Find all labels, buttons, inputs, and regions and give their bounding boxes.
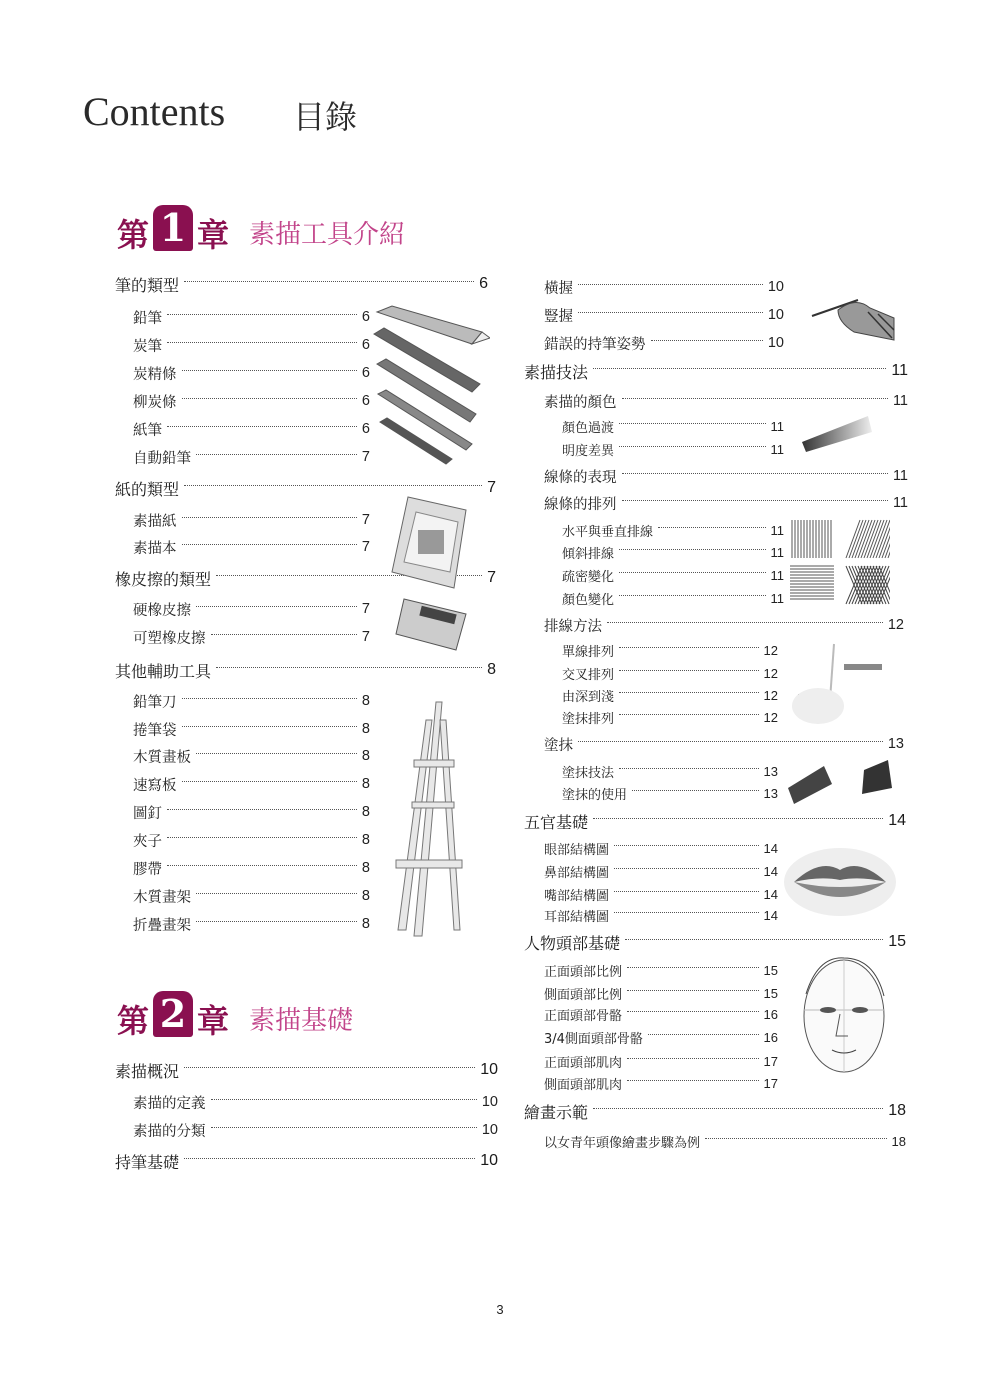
toc-entry	[562, 760, 778, 782]
toc-entry	[133, 857, 370, 879]
toc-page-number: 13	[887, 736, 904, 752]
toc-label: 塗抹技法	[562, 765, 615, 781]
toc-page-number: 8	[361, 888, 370, 904]
toc-label: 以女青年頭像繪畫步驟為例	[544, 1135, 701, 1151]
toc-label: 耳部結構圖	[544, 909, 610, 925]
dot-leader	[619, 768, 759, 769]
toc-entry	[544, 982, 778, 1004]
toc-page-number: 8	[361, 721, 370, 737]
toc-page-number: 14	[763, 840, 778, 856]
toc-page-number: 6	[361, 337, 370, 353]
toc-label: 顏色變化	[562, 592, 615, 608]
toc-label: 可塑橡皮擦	[133, 630, 206, 647]
toc-entry	[562, 782, 778, 804]
dot-leader	[593, 818, 883, 819]
toc-page-number: 16	[763, 1029, 778, 1045]
toc-entry	[544, 1130, 906, 1152]
toc-section	[524, 360, 908, 382]
toc-label: 素描技法	[524, 362, 589, 382]
dot-leader	[619, 595, 765, 596]
toc-page-number: 13	[763, 763, 778, 779]
easel-illustration	[386, 700, 466, 940]
toc-entry	[133, 509, 370, 531]
dot-leader	[167, 314, 357, 315]
dot-leader	[658, 527, 765, 528]
dot-leader	[619, 714, 759, 715]
toc-label: 疏密變化	[562, 569, 615, 585]
toc-page-number: 8	[361, 776, 370, 792]
toc-page-number: 7	[361, 449, 370, 465]
toc-label: 正面頭部比例	[544, 964, 623, 980]
toc-page-number: 7	[487, 569, 496, 586]
contents-title-en: Contents	[83, 89, 226, 134]
toc-entry	[133, 362, 370, 384]
toc-section	[524, 810, 906, 832]
dot-leader	[627, 1011, 759, 1012]
toc-entry	[133, 536, 370, 558]
dot-leader	[619, 446, 765, 447]
toc-label: 明度差異	[562, 443, 615, 459]
toc-page-number: 8	[361, 832, 370, 848]
toc-page-number: 6	[361, 421, 370, 437]
toc-label: 素描本	[133, 540, 177, 557]
toc-label: 線條的表現	[544, 469, 617, 486]
toc-page-number: 13	[763, 785, 778, 801]
toc-page-number: 10	[767, 279, 784, 295]
toc-label: 自動鉛筆	[133, 450, 191, 467]
dot-leader	[619, 670, 759, 671]
toc-label: 素描紙	[133, 513, 177, 530]
dot-leader	[607, 622, 883, 623]
toc-entry	[133, 885, 370, 907]
toc-entry	[562, 662, 778, 684]
toc-entry	[133, 334, 370, 356]
dot-leader	[619, 647, 759, 648]
toc-entry	[133, 745, 370, 767]
sketch-paper-pack-illustration	[388, 492, 473, 590]
toc-page-number: 12	[763, 687, 778, 703]
stroke-methods-illustration	[788, 640, 888, 728]
toc-entry	[544, 332, 784, 354]
toc-page-number: 6	[361, 365, 370, 381]
dot-leader	[196, 921, 357, 922]
dot-leader	[167, 837, 357, 838]
toc-entry	[133, 773, 370, 795]
toc-label: 傾斜排線	[562, 546, 615, 562]
toc-label: 硬橡皮擦	[133, 602, 191, 619]
dot-leader	[705, 1138, 887, 1139]
toc-entry	[544, 1072, 778, 1094]
toc-entry	[133, 801, 370, 823]
toc-page-number: 17	[763, 1053, 778, 1069]
toc-label: 其他輔助工具	[115, 661, 212, 681]
dot-leader	[211, 1127, 477, 1128]
dot-leader	[184, 1158, 475, 1159]
toc-entry	[133, 913, 370, 935]
dot-leader	[632, 790, 759, 791]
dot-leader	[625, 939, 883, 940]
dot-leader	[622, 473, 888, 474]
toc-entry	[133, 1119, 498, 1141]
toc-entry	[562, 706, 778, 728]
dot-leader	[167, 342, 357, 343]
toc-label: 圖釘	[133, 805, 162, 822]
toc-page-number: 8	[361, 804, 370, 820]
chapter-number-badge: 1	[153, 205, 193, 251]
dot-leader	[182, 544, 357, 545]
toc-entry	[133, 390, 370, 412]
toc-label: 夾子	[133, 833, 162, 850]
toc-section	[115, 273, 488, 295]
toc-entry	[544, 1003, 778, 1025]
dot-leader	[627, 967, 759, 968]
toc-label: 排線方法	[544, 618, 602, 635]
toc-entry	[562, 587, 784, 609]
toc-label: 側面頭部比例	[544, 987, 623, 1003]
toc-section	[115, 1059, 498, 1081]
toc-page-number: 10	[481, 1094, 498, 1110]
toc-label: 捲筆袋	[133, 722, 177, 739]
chapter-number-badge: 2	[153, 991, 193, 1037]
toc-page-number: 7	[487, 479, 496, 496]
dot-leader	[196, 454, 357, 455]
chapter-2-heading	[117, 991, 354, 1040]
toc-entry	[544, 390, 908, 412]
toc-page-number: 18	[891, 1133, 906, 1149]
eraser-illustration	[394, 594, 469, 652]
dot-leader	[614, 891, 759, 892]
dot-leader	[614, 868, 759, 869]
gradient-shading-illustration	[798, 412, 876, 454]
dot-leader	[593, 1108, 883, 1109]
toc-label: 眼部結構圖	[544, 842, 610, 858]
toc-page-number: 11	[770, 590, 784, 606]
toc-page-number: 12	[887, 617, 904, 633]
chapter-1-heading	[117, 205, 406, 254]
toc-label: 膠帶	[133, 861, 162, 878]
dot-leader	[167, 865, 357, 866]
toc-page-number: 17	[763, 1075, 778, 1091]
toc-label: 鉛筆	[133, 310, 162, 327]
dot-leader	[578, 284, 763, 285]
dot-leader	[182, 370, 357, 371]
dot-leader	[216, 667, 482, 668]
toc-label: 錯誤的持筆姿勢	[544, 336, 646, 353]
dot-leader	[651, 340, 763, 341]
smudging-illustration	[784, 758, 894, 808]
holding-pencil-illustration	[808, 288, 898, 344]
toc-entry	[544, 465, 908, 487]
toc-label: 塗抹	[544, 737, 573, 754]
toc-entry	[544, 276, 784, 298]
dot-leader	[627, 1080, 759, 1081]
toc-entry	[562, 415, 784, 437]
toc-label: 正面頭部骨骼	[544, 1008, 623, 1024]
toc-page-number: 18	[888, 1102, 906, 1119]
dot-leader	[167, 809, 357, 810]
chapter-prefix: 第	[117, 216, 150, 254]
toc-label: 線條的排列	[544, 496, 617, 513]
toc-page-number: 8	[361, 860, 370, 876]
toc-entry	[133, 718, 370, 740]
dot-leader	[627, 1058, 759, 1059]
toc-page-number: 11	[770, 441, 784, 457]
toc-page-number: 12	[763, 665, 778, 681]
toc-label: 木質畫架	[133, 889, 191, 906]
toc-page-number: 14	[763, 907, 778, 923]
toc-entry	[544, 733, 904, 755]
toc-entry	[133, 306, 370, 328]
dot-leader	[182, 698, 357, 699]
toc-page-number: 14	[763, 886, 778, 902]
toc-page-number: 14	[763, 863, 778, 879]
pencils-illustration	[372, 304, 490, 466]
chapter-title: 素描基礎	[249, 1006, 354, 1037]
toc-page-number: 7	[361, 629, 370, 645]
toc-page-number: 15	[763, 962, 778, 978]
dot-leader	[184, 1067, 475, 1068]
toc-entry	[562, 541, 784, 563]
toc-label: 人物頭部基礎	[524, 933, 621, 953]
toc-page-number: 11	[892, 393, 908, 409]
toc-page-number: 11	[770, 567, 784, 583]
chapter-suffix: 章	[197, 216, 230, 254]
toc-page-number: 10	[767, 307, 784, 323]
toc-label: 側面頭部肌肉	[544, 1077, 623, 1093]
toc-label: 紙筆	[133, 422, 162, 439]
toc-entry	[133, 1091, 498, 1113]
dot-leader	[184, 281, 474, 282]
toc-label: 折疊畫架	[133, 917, 191, 934]
toc-label: 橡皮擦的類型	[115, 569, 212, 589]
toc-label: 交叉排列	[562, 667, 615, 683]
dot-leader	[593, 368, 886, 369]
toc-entry	[562, 438, 784, 460]
dot-leader	[182, 781, 357, 782]
toc-label: 素描的定義	[133, 1095, 206, 1112]
toc-page-number: 8	[361, 916, 370, 932]
toc-page-number: 6	[479, 275, 488, 292]
dot-leader	[622, 500, 888, 501]
toc-page-number: 12	[763, 642, 778, 658]
dot-leader	[182, 398, 357, 399]
page-number: 3	[496, 1302, 504, 1317]
toc-entry	[562, 519, 784, 541]
toc-page-number: 10	[767, 335, 784, 351]
toc-entry	[544, 1026, 778, 1048]
dot-leader	[211, 634, 357, 635]
toc-page-number: 11	[892, 468, 908, 484]
toc-page-number: 6	[361, 309, 370, 325]
toc-section	[524, 1100, 906, 1122]
toc-entry	[544, 492, 908, 514]
toc-entry	[562, 639, 778, 661]
toc-entry	[544, 904, 778, 926]
toc-label: 塗抹的使用	[562, 787, 628, 803]
dot-leader	[182, 517, 357, 518]
dot-leader	[196, 893, 357, 894]
dot-leader	[211, 1099, 477, 1100]
toc-section	[115, 659, 496, 681]
toc-label: 嘴部結構圖	[544, 888, 610, 904]
toc-entry	[133, 626, 370, 648]
chapter-suffix: 章	[197, 1002, 230, 1040]
toc-label: 炭筆	[133, 338, 162, 355]
toc-label: 繪畫示範	[524, 1102, 589, 1122]
toc-page-number: 11	[770, 522, 784, 538]
toc-entry	[133, 829, 370, 851]
toc-page-number: 14	[888, 812, 906, 829]
toc-section	[115, 1150, 498, 1172]
contents-title-zh: 目錄	[293, 98, 358, 136]
dot-leader	[648, 1034, 759, 1035]
toc-label: 素描概況	[115, 1061, 180, 1081]
toc-page-number: 7	[361, 601, 370, 617]
toc-label: 塗抹排列	[562, 711, 615, 727]
toc-page-number: 8	[361, 693, 370, 709]
dot-leader	[614, 845, 759, 846]
toc-page-number: 16	[763, 1006, 778, 1022]
toc-label: 鼻部結構圖	[544, 865, 610, 881]
toc-label: 筆的類型	[115, 275, 180, 295]
toc-label: 鉛筆刀	[133, 694, 177, 711]
toc-page-number: 11	[891, 362, 908, 379]
toc-entry	[544, 860, 778, 882]
toc-label: 素描的顏色	[544, 394, 617, 411]
toc-page-number: 10	[480, 1152, 498, 1169]
toc-label: 水平與垂直排線	[562, 524, 654, 540]
toc-page-number: 8	[361, 748, 370, 764]
toc-entry	[544, 1050, 778, 1072]
dot-leader	[167, 426, 357, 427]
lips-illustration	[780, 842, 900, 922]
toc-label: 炭精條	[133, 366, 177, 383]
toc-label: 單線排列	[562, 644, 615, 660]
chapter-prefix: 第	[117, 1002, 150, 1040]
toc-page-number: 11	[770, 544, 784, 560]
toc-label: 豎握	[544, 308, 573, 325]
dot-leader	[196, 753, 357, 754]
toc-entry	[133, 418, 370, 440]
head-sketch-illustration	[788, 950, 900, 1090]
toc-label: 3/4側面頭部骨骼	[544, 1031, 643, 1047]
dot-leader	[196, 606, 357, 607]
hatching-illustration	[788, 518, 890, 606]
toc-page-number: 12	[763, 709, 778, 725]
dot-leader	[627, 990, 759, 991]
dot-leader	[578, 312, 763, 313]
dot-leader	[182, 726, 357, 727]
toc-page-number: 11	[892, 495, 908, 511]
toc-entry	[544, 837, 778, 859]
dot-leader	[578, 741, 883, 742]
toc-page-number: 15	[763, 985, 778, 1001]
toc-entry	[544, 614, 904, 636]
toc-entry	[133, 446, 370, 468]
toc-page-number: 7	[361, 539, 370, 555]
dot-leader	[619, 692, 759, 693]
toc-label: 素描的分類	[133, 1123, 206, 1140]
toc-entry	[544, 304, 784, 326]
toc-label: 柳炭條	[133, 394, 177, 411]
dot-leader	[622, 398, 888, 399]
toc-label: 持筆基礎	[115, 1152, 180, 1172]
toc-entry	[562, 684, 778, 706]
toc-page-number: 8	[487, 661, 496, 678]
toc-label: 紙的類型	[115, 479, 180, 499]
toc-label: 橫握	[544, 280, 573, 297]
toc-label: 速寫板	[133, 777, 177, 794]
toc-entry	[544, 883, 778, 905]
toc-entry	[562, 564, 784, 586]
toc-label: 木質畫板	[133, 749, 191, 766]
dot-leader	[614, 912, 759, 913]
toc-page-number: 7	[361, 512, 370, 528]
toc-label: 顏色過渡	[562, 420, 615, 436]
toc-entry	[544, 959, 778, 981]
dot-leader	[184, 485, 482, 486]
dot-leader	[619, 549, 765, 550]
chapter-title: 素描工具介紹	[249, 220, 406, 251]
toc-entry	[133, 598, 370, 620]
toc-page-number: 15	[888, 933, 906, 950]
toc-page-number: 10	[481, 1122, 498, 1138]
toc-label: 正面頭部肌肉	[544, 1055, 623, 1071]
toc-entry	[133, 690, 370, 712]
toc-page-number: 10	[480, 1061, 498, 1078]
dot-leader	[619, 423, 765, 424]
toc-label: 由深到淺	[562, 689, 615, 705]
dot-leader	[619, 572, 765, 573]
toc-label: 五官基礎	[524, 812, 589, 832]
toc-page-number: 6	[361, 393, 370, 409]
toc-page-number: 11	[770, 418, 784, 434]
